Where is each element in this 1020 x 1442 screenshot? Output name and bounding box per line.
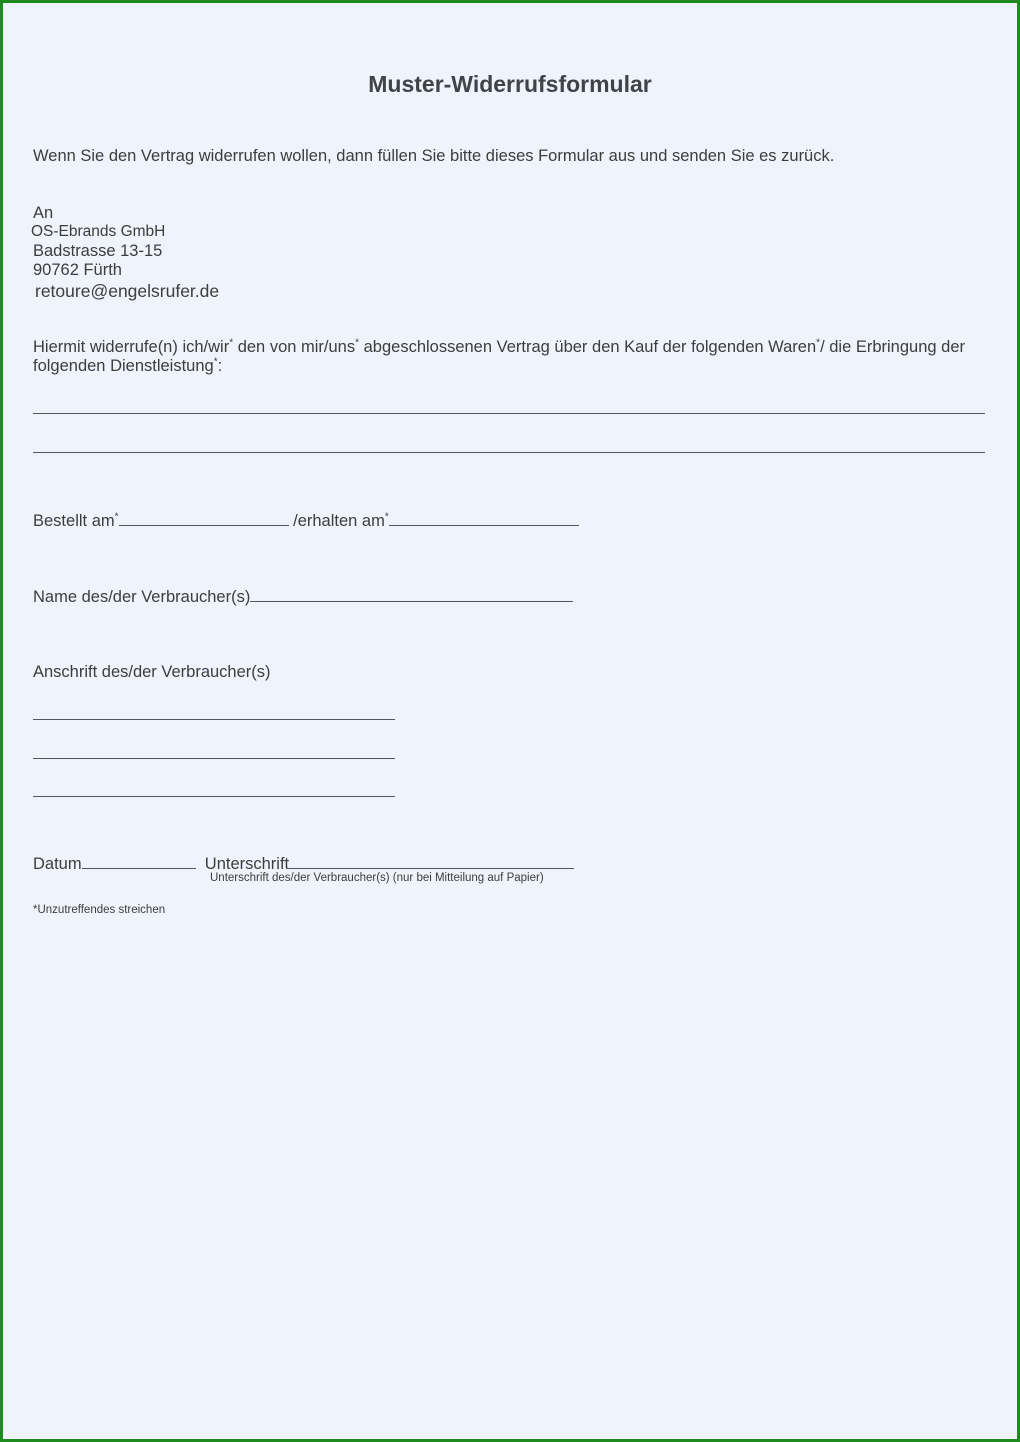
footnote-star: *	[816, 337, 821, 349]
consumer-address-line-1[interactable]	[33, 719, 395, 720]
consumer-address-line-2[interactable]	[33, 758, 395, 759]
received-date-field[interactable]	[389, 511, 579, 526]
signature-note: Unterschrift des/der Verbraucher(s) (nur bei Mitteilung auf Papier)	[210, 872, 544, 884]
declaration-service: folgenden Dienstleistung	[33, 357, 214, 375]
footnote-star: *	[213, 356, 218, 368]
address-email: retoure@engelsrufer.de	[35, 281, 220, 301]
declaration-part-2: den von mir/uns	[237, 338, 356, 356]
declaration-line-1	[33, 338, 965, 357]
signature-row	[33, 854, 574, 874]
address-label: An	[33, 204, 54, 222]
consumer-name-label: Name des/der Verbraucher(s)	[33, 588, 251, 606]
address-city: 90762 Fürth	[33, 261, 122, 279]
declaration-colon: :	[217, 357, 223, 375]
footnote-star: *	[355, 337, 360, 349]
ordered-label: Bestellt am	[33, 512, 115, 530]
footnote-star: *	[229, 337, 234, 349]
consumer-address-line-3[interactable]	[33, 796, 395, 797]
goods-fill-line-1[interactable]	[33, 413, 985, 414]
date-field[interactable]	[82, 854, 196, 869]
declaration-line-2	[33, 357, 222, 376]
goods-fill-line-2[interactable]	[33, 452, 985, 453]
address-company: OS-Ebrands GmbH	[31, 223, 166, 240]
consumer-address-label: Anschrift des/der Verbraucher(s)	[33, 663, 271, 681]
date-label: Datum	[33, 855, 82, 873]
declaration-part-4: / die Erbringung der	[820, 338, 965, 356]
footnote-star: *	[114, 511, 119, 523]
footnote-star: *	[384, 511, 389, 523]
consumer-name-field[interactable]	[250, 587, 573, 602]
declaration-part-3: abgeschlossenen Vertrag über den Kauf der folgenden Waren	[363, 338, 817, 356]
ordered-date-field[interactable]	[119, 511, 289, 526]
signature-field[interactable]	[289, 854, 574, 869]
ordered-row	[33, 511, 579, 531]
received-label: /erhalten am	[293, 512, 385, 530]
intro-text: Wenn Sie den Vertrag widerrufen wollen, dann füllen Sie bitte dieses Formular aus und senden Sie es zurück.	[33, 147, 835, 165]
page-title: Muster-Widerrufsformular	[368, 71, 652, 97]
consumer-name-row	[33, 587, 573, 607]
address-street: Badstrasse 13-15	[33, 242, 163, 260]
declaration-part-1: Hiermit widerrufe(n) ich/wir	[33, 338, 230, 356]
footnote: *Unzutreffendes streichen	[33, 904, 166, 916]
signature-label: Unterschrift	[204, 855, 290, 873]
